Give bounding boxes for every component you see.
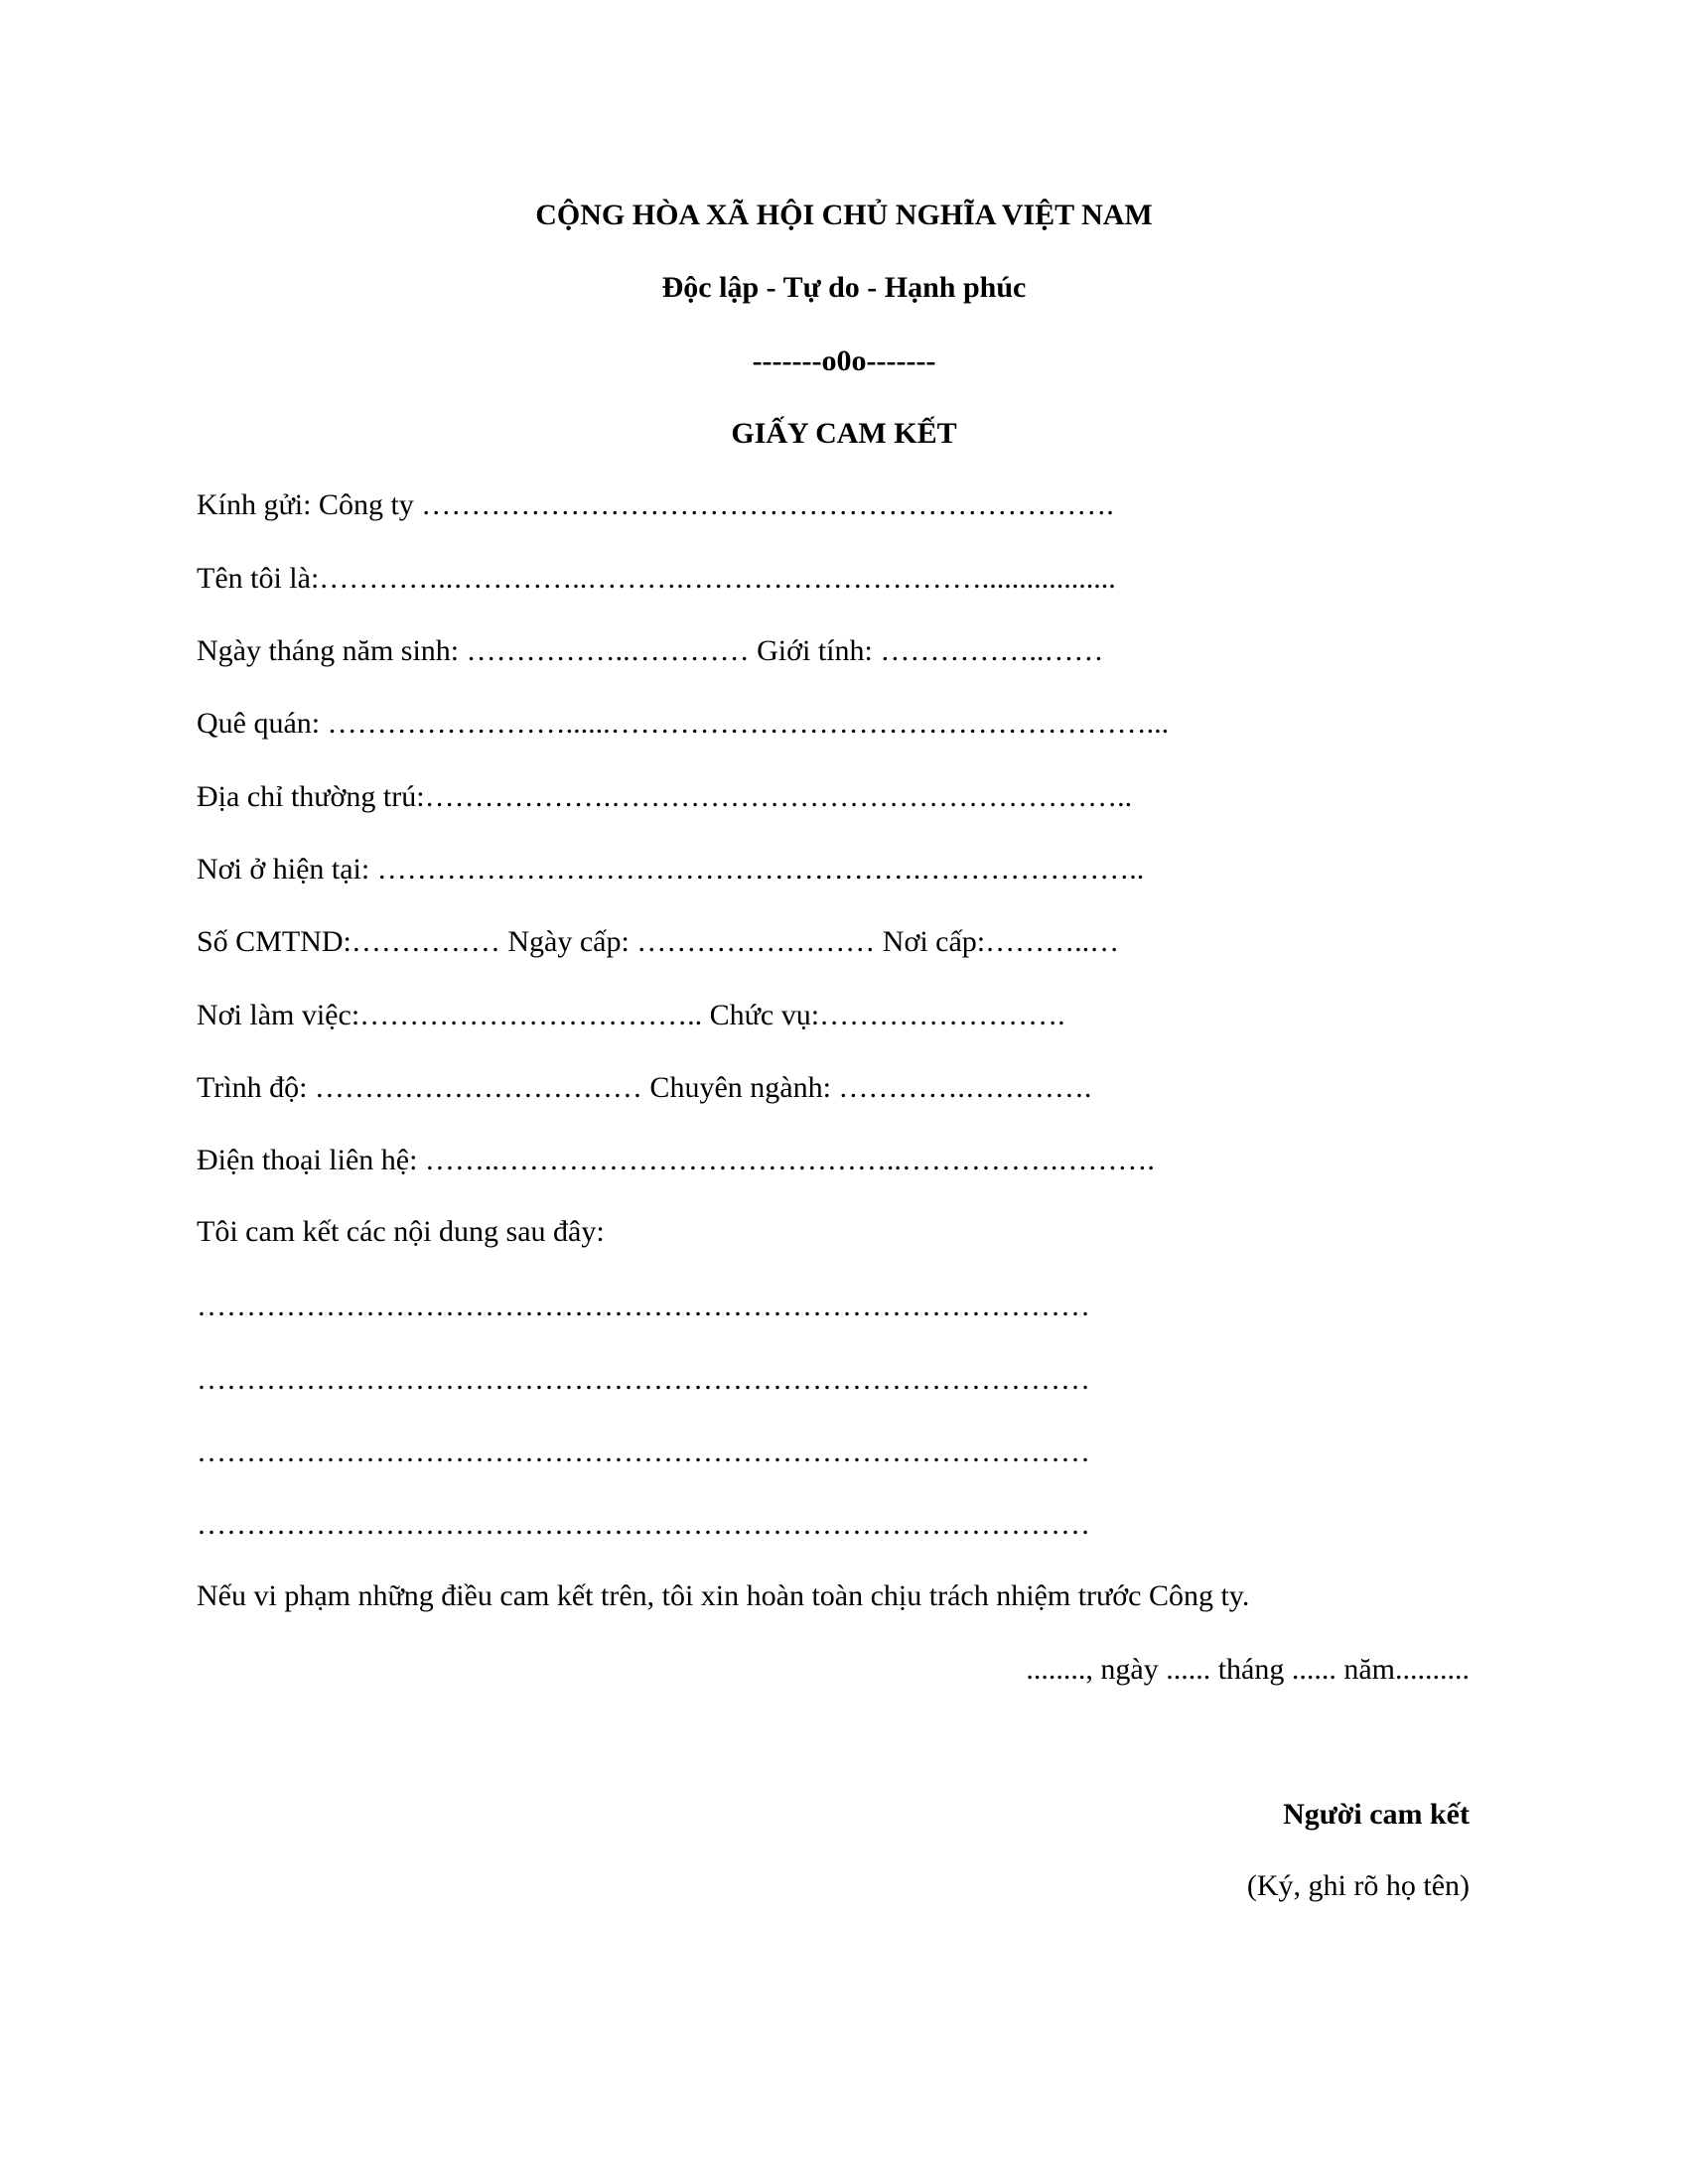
field-recipient: Kính gửi: Công ty ……………………………………………………………. [197, 488, 1114, 521]
field-current-residence: Nơi ở hiện tại: ……………………………………………….………………….. [197, 853, 1145, 886]
field-education-major: Trình độ: …………………………… Chuyên ngành: ………….…………. [197, 1071, 1092, 1104]
nation-heading: CỘNG HÒA XÃ HỘI CHỦ NGHĨA VIỆT NAM [535, 199, 1153, 231]
field-hometown: Quê quán: ……………………......………………………………………………... [197, 707, 1170, 740]
field-birthdate-gender: Ngày tháng năm sinh: ……………..………… Giới tính: ……………..…… [197, 634, 1104, 667]
field-name: Tên tôi là:…………..…………..……….………………………….................. [197, 562, 1116, 595]
commitment-intro: Tôi cam kết các nội dung sau đây: [197, 1215, 605, 1248]
closing-statement: Nếu vi phạm những điều cam kết trên, tôi xin hoàn toàn chịu trách nhiệm trước Công ty. [197, 1579, 1250, 1612]
field-id-card: Số CMTND:…………… Ngày cấp: …………………… Nơi cấp:………..… [197, 925, 1120, 958]
motto-heading: Độc lập - Tự do - Hạnh phúc [661, 271, 1027, 304]
document-title: GIẤY CAM KẾT [731, 417, 957, 450]
separator: -------o0o------- [752, 344, 936, 377]
field-phone: Điện thoại liên hệ: ……..…………………………………..…………….………. [197, 1144, 1155, 1176]
commitment-line: ……………………………………………………………………………… [197, 1435, 1090, 1468]
date-line: ........, ngày ...... tháng ...... năm.......... [1026, 1653, 1470, 1686]
commitment-line: ……………………………………………………………………………… [197, 1508, 1090, 1541]
commitment-line: ……………………………………………………………………………… [197, 1290, 1090, 1322]
signature-note: (Ký, ghi rõ họ tên) [1246, 1869, 1470, 1902]
commitment-line: ……………………………………………………………………………… [197, 1363, 1090, 1396]
field-permanent-address: Địa chỉ thường trú:……………….…………………………………………….. [197, 780, 1133, 813]
signer-title: Người cam kết [1283, 1798, 1470, 1831]
field-workplace-position: Nơi làm việc:…………………………….. Chức vụ:……………………. [197, 999, 1065, 1031]
